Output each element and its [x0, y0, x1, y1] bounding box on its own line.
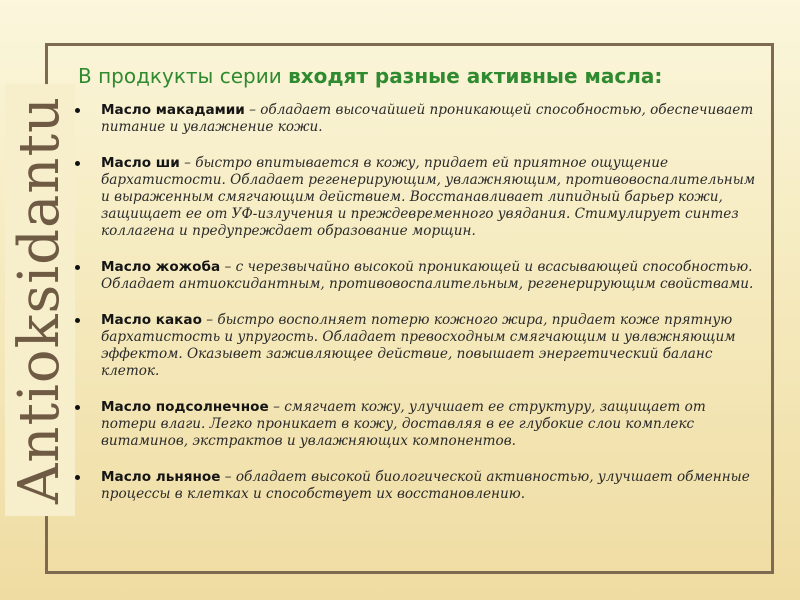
oil-name: Масло макадамии — [101, 102, 245, 118]
oil-description: – быстро восполняет потерю кожного жира, придает коже прятную бархатистость и упругость. Обладает превосходным смягчающим и увлвжняющим эффектом. Оказывет заживляющее действие, повышает энергетический баланс клеток. — [101, 312, 736, 379]
list-item — [74, 312, 764, 380]
list-item — [74, 399, 764, 450]
list-item — [74, 155, 764, 240]
bullet-icon — [75, 161, 80, 166]
oil-name: Масло ши — [101, 155, 180, 171]
side-title: Antioksidantu — [5, 84, 75, 516]
oil-description: – обладает высокой биологической активностью, улучшает обменные процессы в клетках и способствует их восстановлению. — [101, 469, 750, 502]
list-item — [74, 259, 764, 293]
slide-heading — [78, 64, 662, 88]
oil-list — [74, 102, 764, 522]
bullet-icon — [75, 265, 80, 270]
bullet-icon — [75, 318, 80, 323]
heading-bold-text: входят разные активные масла: — [288, 64, 663, 88]
oil-description: – с черезвычайно высокой проникающей и всасывающей способностью. Обладает антиоксидантным, противовоспалительным, регенерирующим свойствами. — [101, 259, 754, 292]
list-item — [74, 102, 764, 136]
frame-right-line — [771, 43, 774, 574]
oil-description: – смягчает кожу, улучшает ее структуру, защищает от потери влаги. Легко проникает в кожу, доставляя в ее глубокие слои комплекс витаминов, экстрактов и увлажняющих компонентов. — [101, 399, 706, 449]
oil-name: Масло какао — [101, 312, 202, 328]
heading-normal-text: В продкукты серии — [78, 64, 289, 88]
bullet-icon — [75, 108, 80, 113]
list-item — [74, 469, 764, 503]
frame-bottom-line — [45, 571, 774, 574]
oil-name: Масло жожоба — [101, 259, 221, 275]
oil-name: Масло льняное — [101, 469, 221, 485]
frame-top-line — [45, 43, 774, 46]
bullet-icon — [75, 405, 80, 410]
oil-description: – быстро впитывается в кожу, придает ей приятное ощущение бархатистости. Обладает регенерирующим, увлажняющим, противовоспалительным и выраженным смягчающим действием. Восстанавливает липидный барьер кожи, защищает ее от УФ-излучения и преждевременного увядания. Стимулирует синтез коллагена и предупреждает образование морщин. — [101, 155, 756, 239]
oil-description: – обладает высочайшей проникающей способностью, обеспечивает питание и увлажнение кожи. — [101, 102, 754, 135]
bullet-icon — [75, 475, 80, 480]
oil-name: Масло подсолнечное — [101, 399, 269, 415]
